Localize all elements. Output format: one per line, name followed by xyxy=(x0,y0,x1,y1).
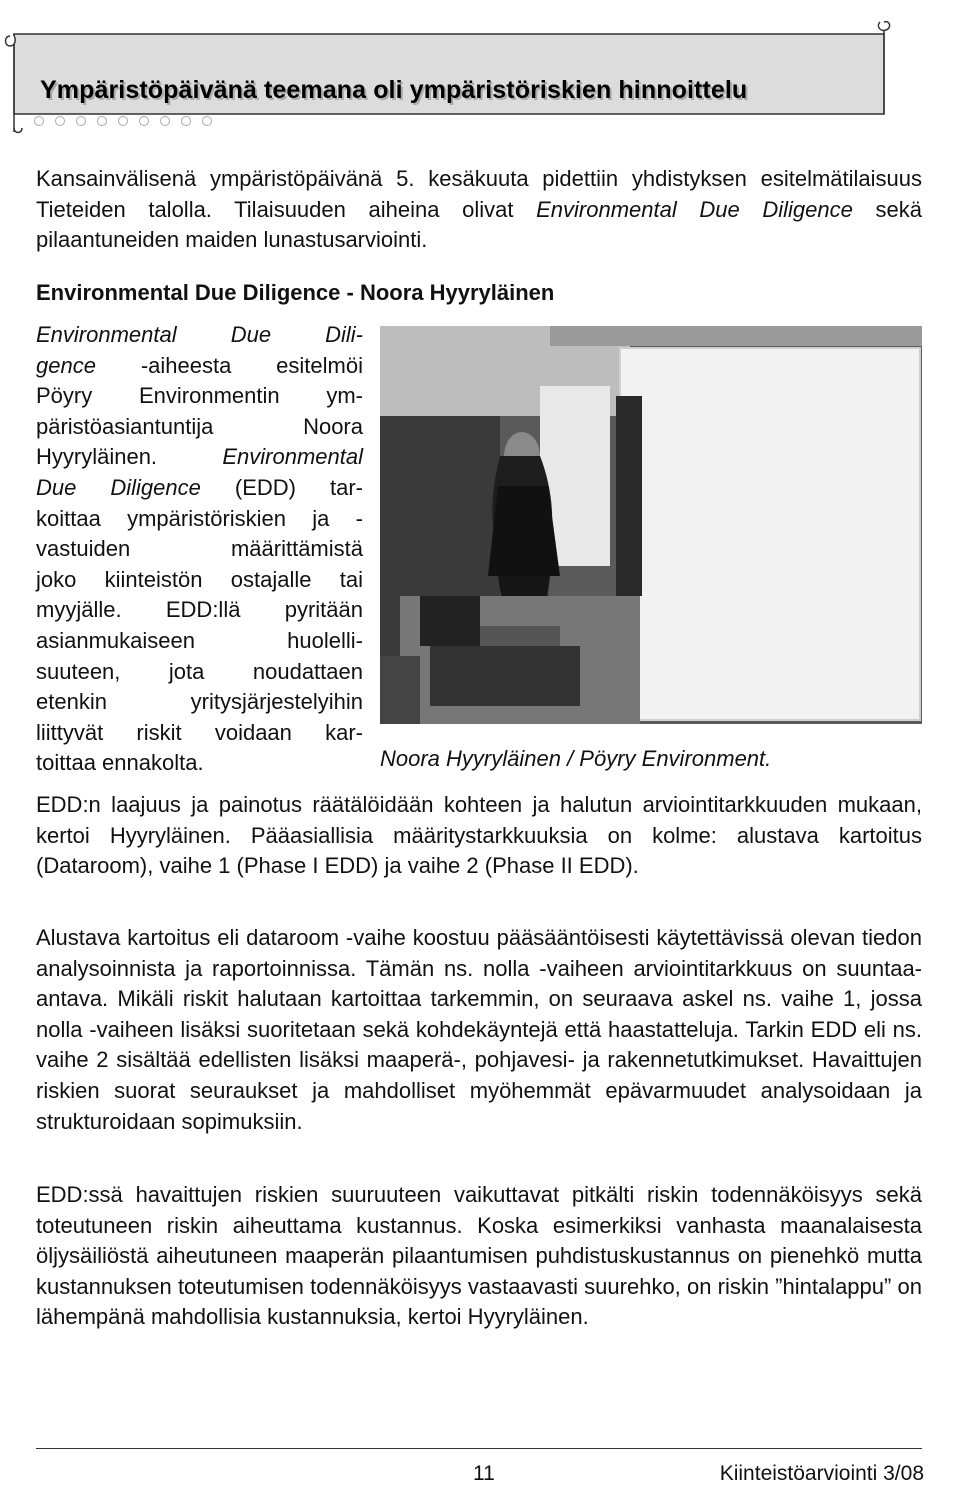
side-line-text: -aiheesta esitelmöi xyxy=(95,352,363,378)
side-column-line xyxy=(36,473,363,504)
dot-icon xyxy=(76,116,86,126)
side-column-line xyxy=(36,565,363,596)
side-line-text: Hyyryläinen. xyxy=(36,444,223,470)
side-column-line xyxy=(36,442,363,473)
side-column-text xyxy=(36,320,363,779)
photo-caption: Noora Hyyryläinen / Pöyry Environment. xyxy=(380,746,772,771)
side-line-text: joko kiinteistön ostajalle tai xyxy=(36,566,363,592)
side-line-text: asianmukaiseen huolelli- xyxy=(36,627,363,653)
dot-icon xyxy=(160,116,170,126)
footer-divider xyxy=(36,1448,922,1449)
intro-text-2: sekä pilaantuneiden maiden lunastusarviointi. xyxy=(36,196,922,253)
side-line-text: päristöasiantuntija Noora xyxy=(36,413,363,439)
side-line-text: suuteen, jota noudattaen xyxy=(36,658,363,684)
side-column-line xyxy=(36,412,363,443)
side-line-text: Pöyry Environmentin ym- xyxy=(36,383,363,409)
side-line-text: (EDD) tar- xyxy=(200,474,364,500)
dot-icon xyxy=(202,116,212,126)
journal-issue: Kiinteistöarviointi 3/08 xyxy=(719,1462,924,1485)
italic-term: Environmental Due Dili- xyxy=(36,322,363,347)
body-paragraph-1: EDD:n laajuus ja painotus räätälöidään kohteen ja halutun arviointitarkkuuden mukaan, kertoi Hyyryläinen. Pääasiallisia määritystarkkuuksia on kolme: alustava kartoitus (Dataroom), vaihe 1 (Phase I EDD) ja vaihe 2 (Phase II EDD). xyxy=(36,792,922,879)
side-column-line xyxy=(36,626,363,657)
side-column-line xyxy=(36,534,363,565)
article-banner xyxy=(4,18,892,134)
side-line-text: liittyvät riskit voidaan kar- xyxy=(36,719,363,745)
side-column-line xyxy=(36,687,363,718)
dot-icon xyxy=(181,116,191,126)
side-column-line xyxy=(36,351,363,382)
dot-icon xyxy=(118,116,128,126)
italic-term: gence xyxy=(36,352,96,378)
side-line-text: myyjälle. EDD:llä pyritään xyxy=(36,597,363,623)
decorative-dots xyxy=(34,116,212,126)
side-column-line xyxy=(36,657,363,688)
dot-icon xyxy=(139,116,149,126)
body-paragraph-2: Alustava kartoitus eli dataroom -vaihe koostuu pääsääntöisesti käytettävissä olevan tiedon analysoinnista ja raportoinnissa. Tämän ns. nolla -vaiheen arviointitarkkuus on suuntaa-antava. Mikäli riskit halutaan kartoittaa tarkemmin, on seuraava askel ns. vaihe 1, jossa nolla -vaiheen lisäksi suoritetaan sekä kohdekäyntejä että haastatteluja. Tarkin EDD eli ns. vaihe 2 sisältää edellisten lisäksi maaperä-, pohjavesi- ja rakennetutkimukset. Havaittujen riskien suorat seuraukset ja mahdolliset myöhemmät epävarmuudet analysoidaan ja strukturoidaan sopimuksiin. xyxy=(36,925,922,1134)
article-title: Ympäristöpäivänä teemana oli ympäristöriskien hinnoittelu xyxy=(40,76,748,104)
italic-term: Environmental xyxy=(222,444,363,470)
side-line-text: koittaa ympäristöriskien ja - xyxy=(36,505,363,531)
side-column-line xyxy=(36,595,363,626)
section-heading: Environmental Due Diligence - Noora Hyyryläinen xyxy=(36,280,555,305)
side-column-line xyxy=(36,381,363,412)
italic-term: Due Diligence xyxy=(36,474,201,500)
intro-italic-term: Environmental Due Diligence xyxy=(536,196,853,222)
side-column-line xyxy=(36,504,363,535)
dot-icon xyxy=(97,116,107,126)
body-paragraph-3: EDD:ssä havaittujen riskien suuruuteen vaikuttavat pitkälti riskin todennäköisyys sekä toteutuneen riskin aiheuttama kustannus. Koska esimerkiksi vanhasta maanalaisesta öljysäiliöstä aiheutuneen maaperän pilaantumisen puhdistuskustannus on pienehkö mutta kustannuksen toteutumisen todennäköisyys vastaavasti suurehko, on riskin ”hintalappu” on lähempänä mahdollisia kustannuksia, kertoi Hyyryläinen. xyxy=(36,1182,922,1330)
presenter-photo xyxy=(380,326,922,724)
side-column-line xyxy=(36,718,363,749)
side-line-text: toittaa ennakolta. xyxy=(36,750,204,776)
side-column-line xyxy=(36,320,363,351)
side-line-text: vastuiden määrittämistä xyxy=(36,536,363,562)
intro-paragraph xyxy=(36,164,922,256)
page-number: 11 xyxy=(473,1462,495,1485)
dot-icon xyxy=(55,116,65,126)
dot-icon xyxy=(34,116,44,126)
intro-text-1: Kansainvälisenä ympäristöpäivänä 5. kesäkuuta pidettiin yhdistyksen esitelmätilaisuus Tieteiden talolla. Tilaisuuden aiheina olivat xyxy=(36,166,922,222)
side-line-text: etenkin yritysjärjestelyihin xyxy=(36,689,363,715)
side-column-line xyxy=(36,748,363,779)
